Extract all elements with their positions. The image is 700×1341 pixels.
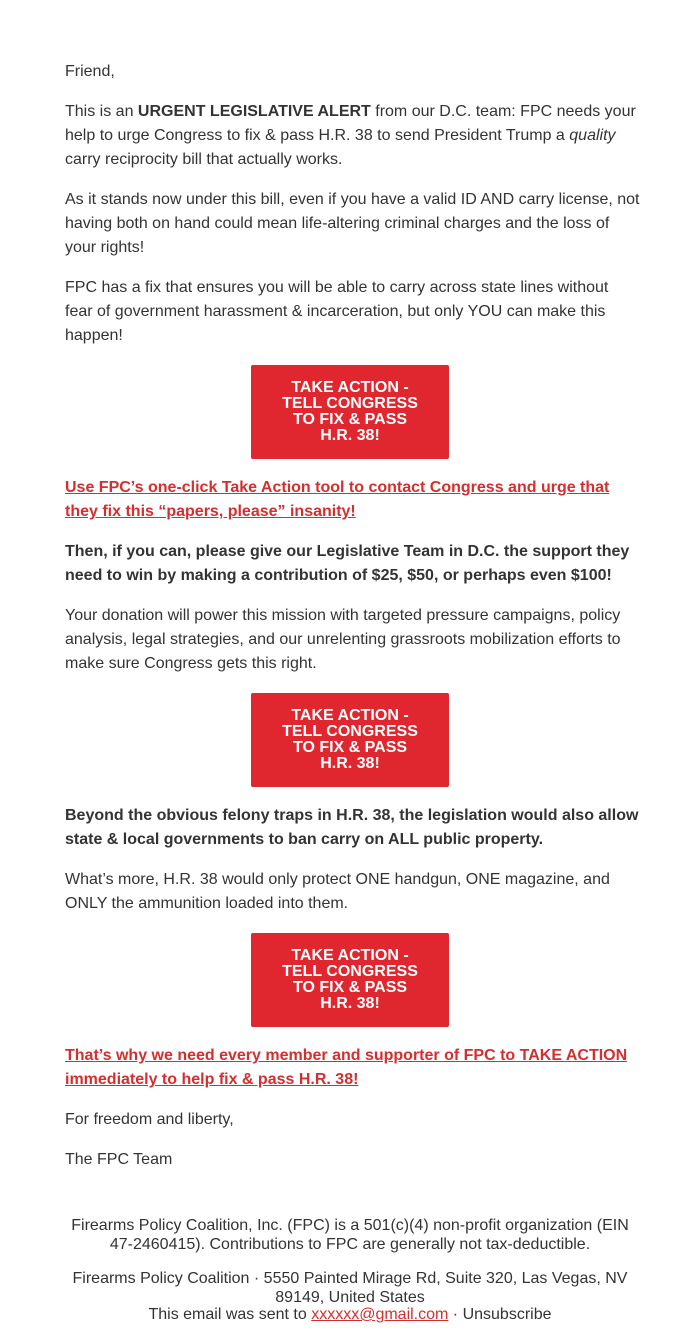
- take-action-button-label: TAKE ACTION - TELL CONGRESS TO FIX & PASS H.R. 38!: [282, 379, 418, 444]
- paragraph-donation: Your donation will power this mission with targeted pressure campaigns, policy analysis, legal strategies, and our unrelenting grassroots mobilization efforts to make sure Congress gets this right.: [65, 607, 621, 672]
- signoff: For freedom and liberty,: [65, 1111, 234, 1128]
- paragraph-felony-traps: Beyond the obvious felony traps in H.R. 38, the legislation would also allow state & local governments to ban carry on ALL public property.: [65, 807, 639, 848]
- footer-disclaimer: Firearms Policy Coalition, Inc. (FPC) is a 501(c)(4) non-profit organization (EIN 47-2460415). Contributions to FPC are generally not tax-deductible.: [71, 1217, 629, 1253]
- take-action-button-1[interactable]: [251, 365, 449, 459]
- take-action-button-3[interactable]: [251, 933, 449, 1027]
- intro-text-a: This is an: [65, 103, 138, 120]
- urgent-alert-text: URGENT LEGISLATIVE ALERT: [137, 103, 371, 120]
- unsubscribe-link[interactable]: Unsubscribe: [462, 1306, 552, 1323]
- quality-emphasis: quality: [569, 127, 616, 144]
- take-action-button-label: TAKE ACTION - TELL CONGRESS TO FIX & PASS H.R. 38!: [282, 947, 418, 1012]
- take-action-text-link-2[interactable]: That’s why we need every member and supporter of FPC to TAKE ACTION immediately to help fix & pass H.R. 38!: [65, 1047, 628, 1088]
- take-action-text-link[interactable]: Use FPC’s one-click Take Action tool to contact Congress and urge that they fix this “papers, please” insanity!: [65, 479, 610, 520]
- intro-text-e: carry reciprocity bill that actually works.: [65, 151, 343, 168]
- intro-text-c: from our D.C. team: FPC needs your help to urge Congress to fix & pass H.R. 38 to send President Trump a: [65, 103, 636, 144]
- take-action-button-label: TAKE ACTION - TELL CONGRESS TO FIX & PASS H.R. 38!: [282, 707, 418, 772]
- paragraph-contribution: Then, if you can, please give our Legislative Team in D.C. the support they need to win by making a contribution of $25, $50, or perhaps even $100!: [65, 543, 630, 584]
- footer-address: Firearms Policy Coalition · 5550 Painted Mirage Rd, Suite 320, Las Vegas, NV 89149, United States: [72, 1270, 628, 1306]
- paragraph-one-handgun: What’s more, H.R. 38 would only protect ONE handgun, ONE magazine, and ONLY the ammunition loaded into them.: [65, 871, 610, 912]
- take-action-button-2[interactable]: [251, 693, 449, 787]
- sent-to-prefix: This email was sent to: [148, 1306, 312, 1323]
- paragraph-fpc-fix: FPC has a fix that ensures you will be able to carry across state lines without fear of government harassment & incarceration, but only YOU can make this happen!: [65, 279, 609, 344]
- signature: The FPC Team: [65, 1151, 173, 1168]
- footer-sent-to: [60, 1305, 640, 1324]
- greeting: Friend,: [65, 63, 115, 80]
- footer-separator: ·: [448, 1306, 463, 1323]
- recipient-email-link[interactable]: xxxxxx@gmail.com: [311, 1306, 449, 1323]
- intro-paragraph: [65, 100, 640, 172]
- take-action-link-2[interactable]: [65, 1044, 640, 1092]
- take-action-link-1[interactable]: [65, 476, 640, 524]
- paragraph-valid-id: As it stands now under this bill, even if you have a valid ID AND carry license, not having both on hand could mean life-altering criminal charges and the loss of your rights!: [65, 191, 640, 256]
